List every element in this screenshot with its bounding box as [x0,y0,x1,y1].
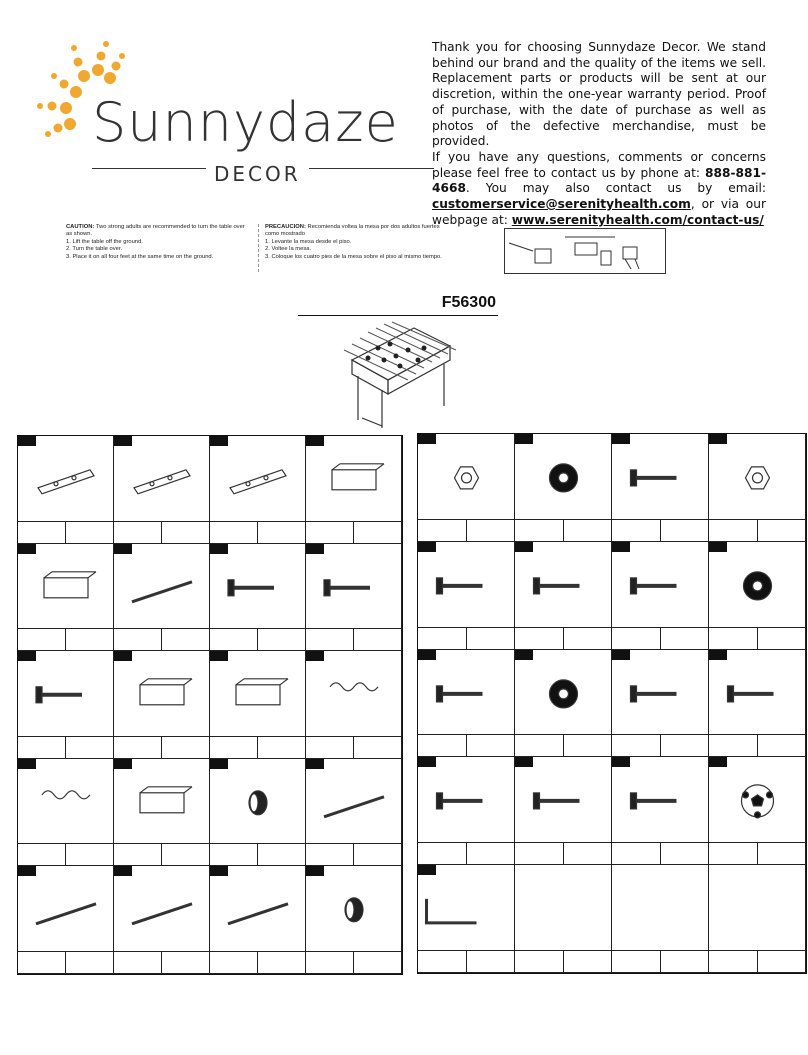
part-bracket-plate [18,436,114,544]
part-qty-row [210,736,305,758]
part-qty-row [18,951,113,973]
part-rod-2 [18,866,114,974]
caution-english: CAUTION: Two strong adults are recommended to turn the table over as shown. 1. Lift the table off the ground. 2. Turn the table over. 3. Place it on all four feet at the same time on the ground. [66,224,245,260]
part-qty-row [210,628,305,650]
part-qty-row [515,842,611,864]
part-rod-3 [114,866,210,974]
part-qty-row [18,628,113,650]
part-ring-clip [306,544,402,652]
model-label: F56300 [441,294,496,311]
part-pan-screw-2 [709,650,806,758]
part-spring-cable [306,651,402,759]
email-link[interactable]: customerservice@serenityhealth.com [432,197,691,212]
phone-number: 888-881-4668 [432,165,766,196]
empty-part-cell [515,865,612,973]
part-bolt-assembly [418,542,515,650]
brand-sub: DECOR [206,162,309,186]
brand-name: Sunnydaze [92,91,399,154]
part-bumper-pair [18,651,114,759]
part-qty-row [18,521,113,543]
part-qty-row [306,521,401,543]
intro-text [432,40,766,228]
part-flat-screw [612,542,709,650]
part-qty-row [515,627,611,649]
part-pan-screw [612,650,709,758]
empty-part-cell [709,865,806,973]
part-qty-row [306,951,401,973]
part-qty-row [709,627,805,649]
part-leg-cap [114,651,210,759]
part-anchor [210,544,306,652]
part-qty-row [709,950,805,972]
part-square-tube [306,436,402,544]
part-qty-row [612,842,708,864]
part-handle-grip [114,759,210,867]
part-carriage-bolt [612,434,709,542]
part-tapping-screw [515,757,612,865]
part-long-rod [306,759,402,867]
part-qty-row [612,627,708,649]
part-qty-row [18,843,113,865]
parts-grid-right [417,433,807,974]
part-qty-row [18,736,113,758]
part-qty-row [114,736,209,758]
part-washer-thick [515,650,612,758]
empty-part-cell [612,865,709,973]
part-bracket-box [114,436,210,544]
part-qty-row [515,734,611,756]
part-flat-screw-2 [418,757,515,865]
part-qty-row [418,842,514,864]
part-qty-row [709,842,805,864]
part-screw-short [612,757,709,865]
part-corner-block [210,651,306,759]
part-spring [18,759,114,867]
part-qty-row [515,519,611,541]
part-washer-small [515,434,612,542]
intro-paragraph-2: If you have any questions, comments or concerns please feel free to contact us by phone at: 888-881-4668. You may also contact us by email: customerservice@serenityhealth.com, or via our webpage at: www.serenityhealth.com/contact-us/ [432,149,766,227]
part-qty-row [114,951,209,973]
part-qty-row [709,734,805,756]
part-qty-row [515,950,611,972]
intro-paragraph-1: Thank you for choosing Sunnydaze Decor. We stand behind our brand and the quality of the items we sell. Replacement parts or products will be sent at our discretion, within the one-year warranty period. Proof of purchase, with the date of purchase as well as photos of the defective merchandise, must be provided. [432,40,766,149]
parts-grid-left [17,435,403,975]
flip-table-diagram [504,228,666,274]
part-qty-row [210,843,305,865]
part-mount-plate [210,436,306,544]
part-bolt-assembly-2 [515,542,612,650]
part-hex-nut [709,434,806,542]
part-rod-4 [210,866,306,974]
part-qty-row [114,521,209,543]
part-square-tube-short [18,544,114,652]
part-washer-large [709,542,806,650]
part-qty-row [418,519,514,541]
part-qty-row [210,521,305,543]
part-hex-key [418,865,515,973]
part-qty-row [418,734,514,756]
brand-logo [34,36,414,186]
part-hex-bolt [418,650,515,758]
part-qty-row [612,734,708,756]
web-link[interactable]: www.serenityhealth.com/contact-us/ [511,212,764,227]
part-qty-row [612,950,708,972]
foosball-table-illustration [338,320,458,430]
part-roller [306,866,402,974]
part-qty-row [114,843,209,865]
part-qty-row [612,519,708,541]
part-qty-row [210,951,305,973]
model-number [298,294,498,316]
part-qty-row [418,950,514,972]
part-qty-row [306,736,401,758]
part-qty-row [306,628,401,650]
part-soccer-ball [709,757,806,865]
part-qty-row [418,627,514,649]
part-qty-row [709,519,805,541]
part-rod [114,544,210,652]
part-qty-row [306,843,401,865]
part-qty-row [114,628,209,650]
part-end-cap [210,759,306,867]
part-nut-ring [418,434,515,542]
caution-spanish: PRECAUCION: Recomienda voltea la mesa por dos adultos fuertes como mostrado 1. Levante la mesa desde el piso. 2. Voltee la mesa. 3. Coloque los cuatro pies de la mesa sobre el piso al mismo tiempo. [258,224,443,272]
